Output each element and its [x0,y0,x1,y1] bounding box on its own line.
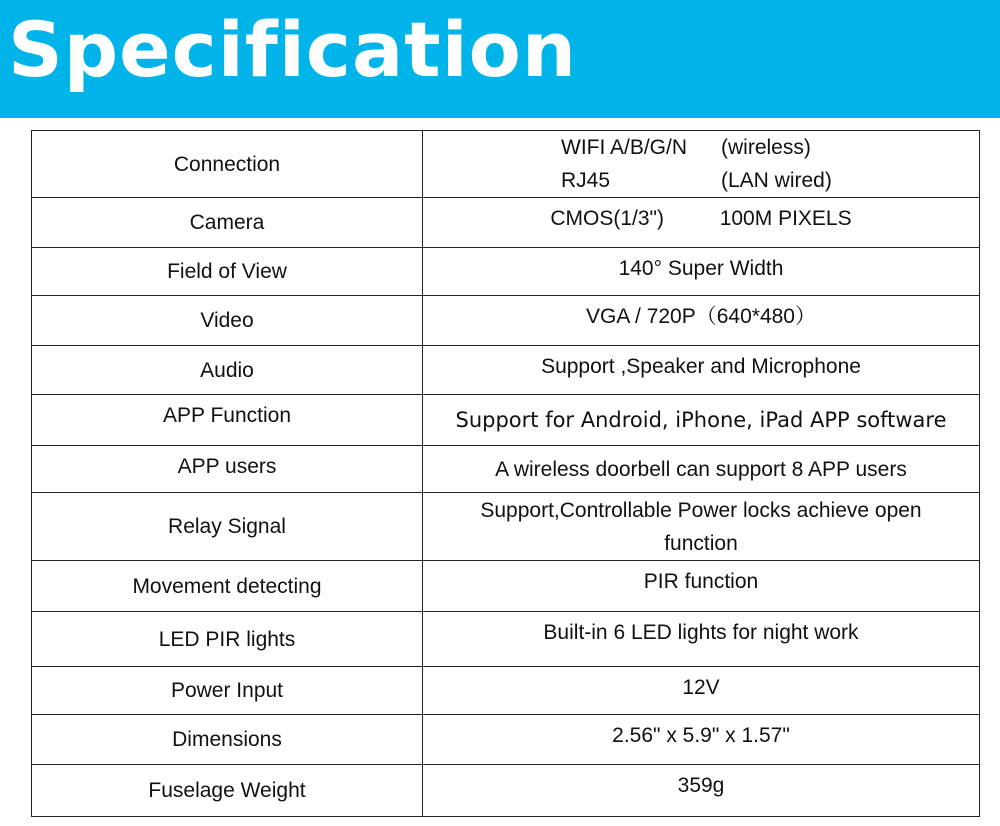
row-value: 140° Super Width [423,248,980,296]
table-row [32,765,980,817]
row-label: Video [32,296,423,346]
row-label: Camera [32,198,423,248]
table-row [32,296,980,346]
table-row [32,715,980,765]
table-row [32,667,980,715]
row-value [423,198,980,248]
row-value: VGA / 720P（640*480） [423,296,980,346]
row-label: Field of View [32,248,423,296]
camera-sensor: CMOS(1/3") [550,207,665,230]
row-label: LED PIR lights [32,612,423,667]
row-value: Support for Android, iPhone, iPad APP software [423,395,980,446]
row-value: PIR function [423,561,980,612]
header-banner [0,0,1000,118]
row-label: Connection [32,131,423,198]
row-value [423,131,980,198]
table-row [32,131,980,198]
row-label: APP Function [32,395,423,446]
table-row [32,248,980,296]
table-row [32,446,980,493]
table-row [32,346,980,395]
spec-table [31,130,980,817]
row-label: Relay Signal [32,493,423,561]
relay-line-1: Support,Controllable Power locks achieve open [480,498,922,522]
camera-resolution: 100M PIXELS [719,207,852,230]
row-value: 2.56" x 5.9" x 1.57" [423,715,980,765]
row-label: APP users [32,446,423,493]
table-row [32,198,980,248]
row-value [423,493,980,561]
table-row [32,395,980,446]
table-row [32,561,980,612]
connection-rj45-note: (LAN wired) [721,169,832,192]
row-value: 12V [423,667,980,715]
connection-wifi-note: (wireless) [721,136,811,159]
row-label: Audio [32,346,423,395]
row-label: Movement detecting [32,561,423,612]
row-label: Power Input [32,667,423,715]
table-row [32,612,980,667]
row-value: Support ,Speaker and Microphone [423,346,980,395]
row-label: Fuselage Weight [32,765,423,817]
row-value: Built-in 6 LED lights for night work [423,612,980,667]
row-value: A wireless doorbell can support 8 APP users [423,446,980,493]
page-title: Specification [8,5,577,94]
row-label: Dimensions [32,715,423,765]
table-row [32,493,980,561]
row-value: 359g [423,765,980,817]
relay-line-2: function [664,531,738,555]
connection-wifi: WIFI A/B/G/N [561,136,688,159]
connection-rj45: RJ45 [561,169,611,192]
